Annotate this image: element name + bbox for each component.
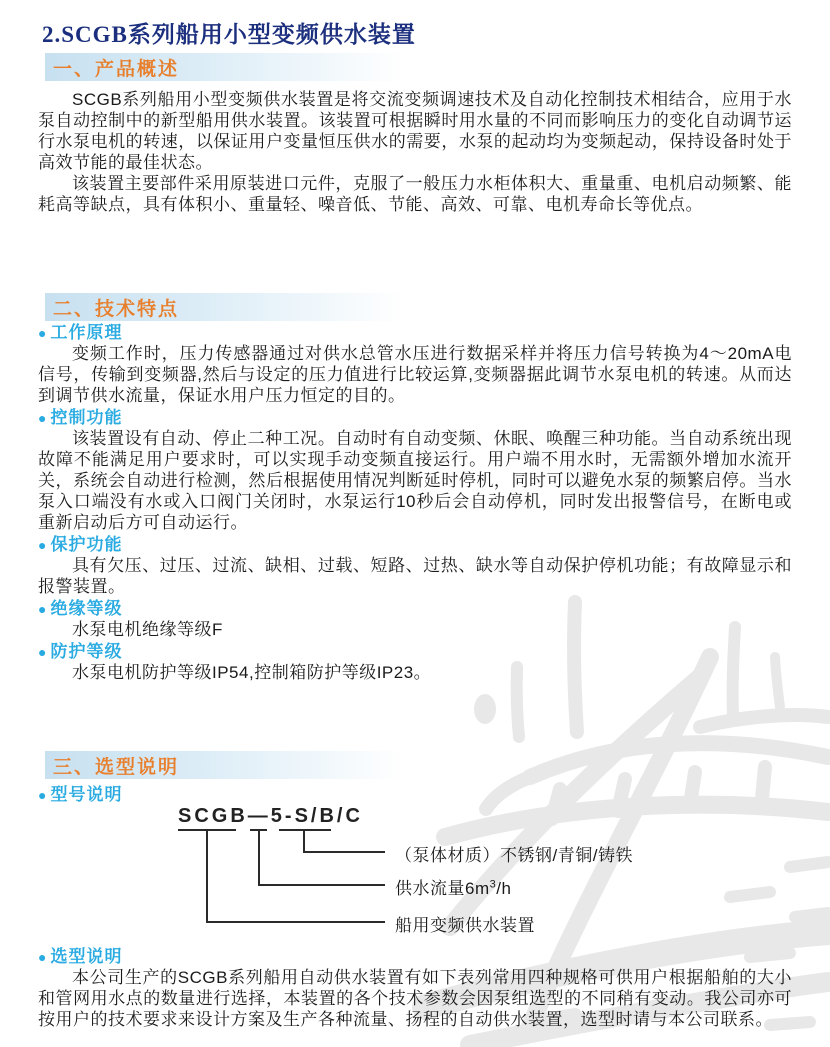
selection-label-text: 选型说明: [50, 947, 123, 966]
section-header-selection: [45, 751, 405, 779]
selection-note-block: [38, 947, 792, 1030]
section-header-features: [45, 293, 405, 321]
feature-label-text: 防护等级: [50, 642, 123, 661]
bullet-icon: ●: [38, 644, 48, 660]
feature-protection-function: [38, 535, 792, 597]
selection-note-label: [38, 947, 792, 967]
model-designation-label: [38, 785, 792, 805]
feature-text: 具有欠压、过压、过流、缺相、过载、短路、过热、缺水等自动保护停机功能；有故障显示和报警装置。: [38, 556, 792, 596]
feature-label-text: 绝缘等级: [50, 599, 123, 618]
feature-label: [38, 599, 792, 619]
branch-text: 船用变频供水装置: [395, 916, 535, 935]
feature-text: 水泵电机绝缘等级F: [72, 620, 223, 639]
bullet-icon: ●: [38, 949, 48, 965]
branch-text-prefix: 供水流量6m: [395, 879, 490, 898]
section-header-overview: [45, 53, 405, 81]
feature-text: 该装置设有自动、停止二种工况。自动时有自动变频、休眠、唤醒三种功能。当自动系统出现故障不能满足用户要求时，可以实现手动变频直接运行。用户端不用水时，无需额外增加水流开关，系统会自动进行检测，然后根据使用情况判断延时停机，同时可以避免水泵的频繁启停。当水泵入口端没有水或入口阀门关闭时，水泵运行10秒后会自动停机，同时发出报警信号，在断电或重新启动后方可自动运行。: [38, 429, 792, 532]
feature-label-text: 保护功能: [50, 535, 123, 554]
section-heading-text: 三、选型说明: [53, 756, 180, 778]
feature-working-principle: [38, 323, 792, 406]
model-branch-material: [395, 841, 633, 866]
branch-text-suffix: /h: [496, 879, 512, 898]
feature-insulation-class: [38, 599, 792, 640]
feature-text: 变频工作时，压力传感器通过对供水总管水压进行数据采样并将压力信号转换为4～20mA电信号，传输到变频器,然后与设定的压力值进行比较运算,变频器据此调节水泵电机的转速。从而达到调节供水流量，保证水用户压力恒定的目的。: [38, 344, 792, 405]
leader-series: [206, 829, 208, 921]
spacer: [38, 683, 792, 751]
page-title: 2.SCGB系列船用小型变频供水装置: [42, 22, 416, 47]
feature-label: [38, 535, 792, 555]
model-code: SCGB—5-S/B/C: [178, 805, 363, 827]
leader-flow: [258, 829, 260, 884]
underline-material: [279, 829, 331, 831]
feature-label: [38, 323, 792, 343]
section-heading-text: 一、产品概述: [53, 58, 180, 80]
bullet-icon: ●: [38, 601, 48, 617]
model-branch-device: [395, 911, 535, 936]
leader-series-h: [206, 921, 385, 923]
feature-label: [38, 408, 792, 428]
spacer: [38, 215, 792, 293]
bullet-icon: ●: [38, 410, 48, 426]
feature-control-function: [38, 408, 792, 533]
model-branch-flow: [395, 874, 511, 899]
leader-material-h: [303, 851, 385, 853]
feature-text: 水泵电机防护等级IP54,控制箱防护等级IP23。: [72, 663, 432, 682]
feature-protection-rating: [38, 642, 792, 683]
overview-paragraphs: [38, 89, 792, 215]
overview-paragraph-2: 该装置主要部件采用原装进口元件，克服了一般压力水柜体积大、重量重、电机启动频繁、能耗高等缺点，具有体积小、重量轻、噪音低、节能、高效、可靠、电机寿命长等优点。: [38, 174, 792, 214]
model-designation-block: [38, 785, 792, 805]
bullet-icon: ●: [38, 787, 48, 803]
overview-paragraph-1: SCGB系列船用小型变频供水装置是将交流变频调速技术及自动化控制技术相结合，应用于水泵自动控制中的新型船用供水装置。该装置可根据瞬时用水量的不同而影响压力的变化自动调节运行水泵电机的转速，以保证用户变量恒压供水的需要，水泵的起动均为变频起动，保持设备时处于高效节能的最佳状态。: [38, 90, 792, 172]
leader-flow-h: [258, 884, 385, 886]
selection-text: 本公司生产的SCGB系列船用自动供水装置有如下表列常用四种规格可供用户根据船舶的大小和管网用水点的数量进行选择，本装置的各个技术参数会因泵组选型的不同稍有变动。我公司亦可按用户的技术要求来设计方案及生产各种流量、扬程的自动供水装置，选型时请与本公司联系。: [38, 968, 792, 1029]
model-label-text: 型号说明: [50, 785, 123, 804]
bullet-icon: ●: [38, 325, 48, 341]
feature-label-text: 控制功能: [50, 408, 123, 427]
branch-text-sup: 3: [489, 878, 497, 891]
feature-label-text: 工作原理: [50, 323, 123, 342]
bullet-icon: ●: [38, 537, 48, 553]
feature-label: [38, 642, 792, 662]
branch-text: （泵体材质）不锈钢/青铜/铸铁: [395, 846, 633, 865]
leader-material: [303, 829, 305, 851]
model-code-diagram: [38, 805, 792, 945]
section-heading-text: 二、技术特点: [53, 298, 180, 320]
